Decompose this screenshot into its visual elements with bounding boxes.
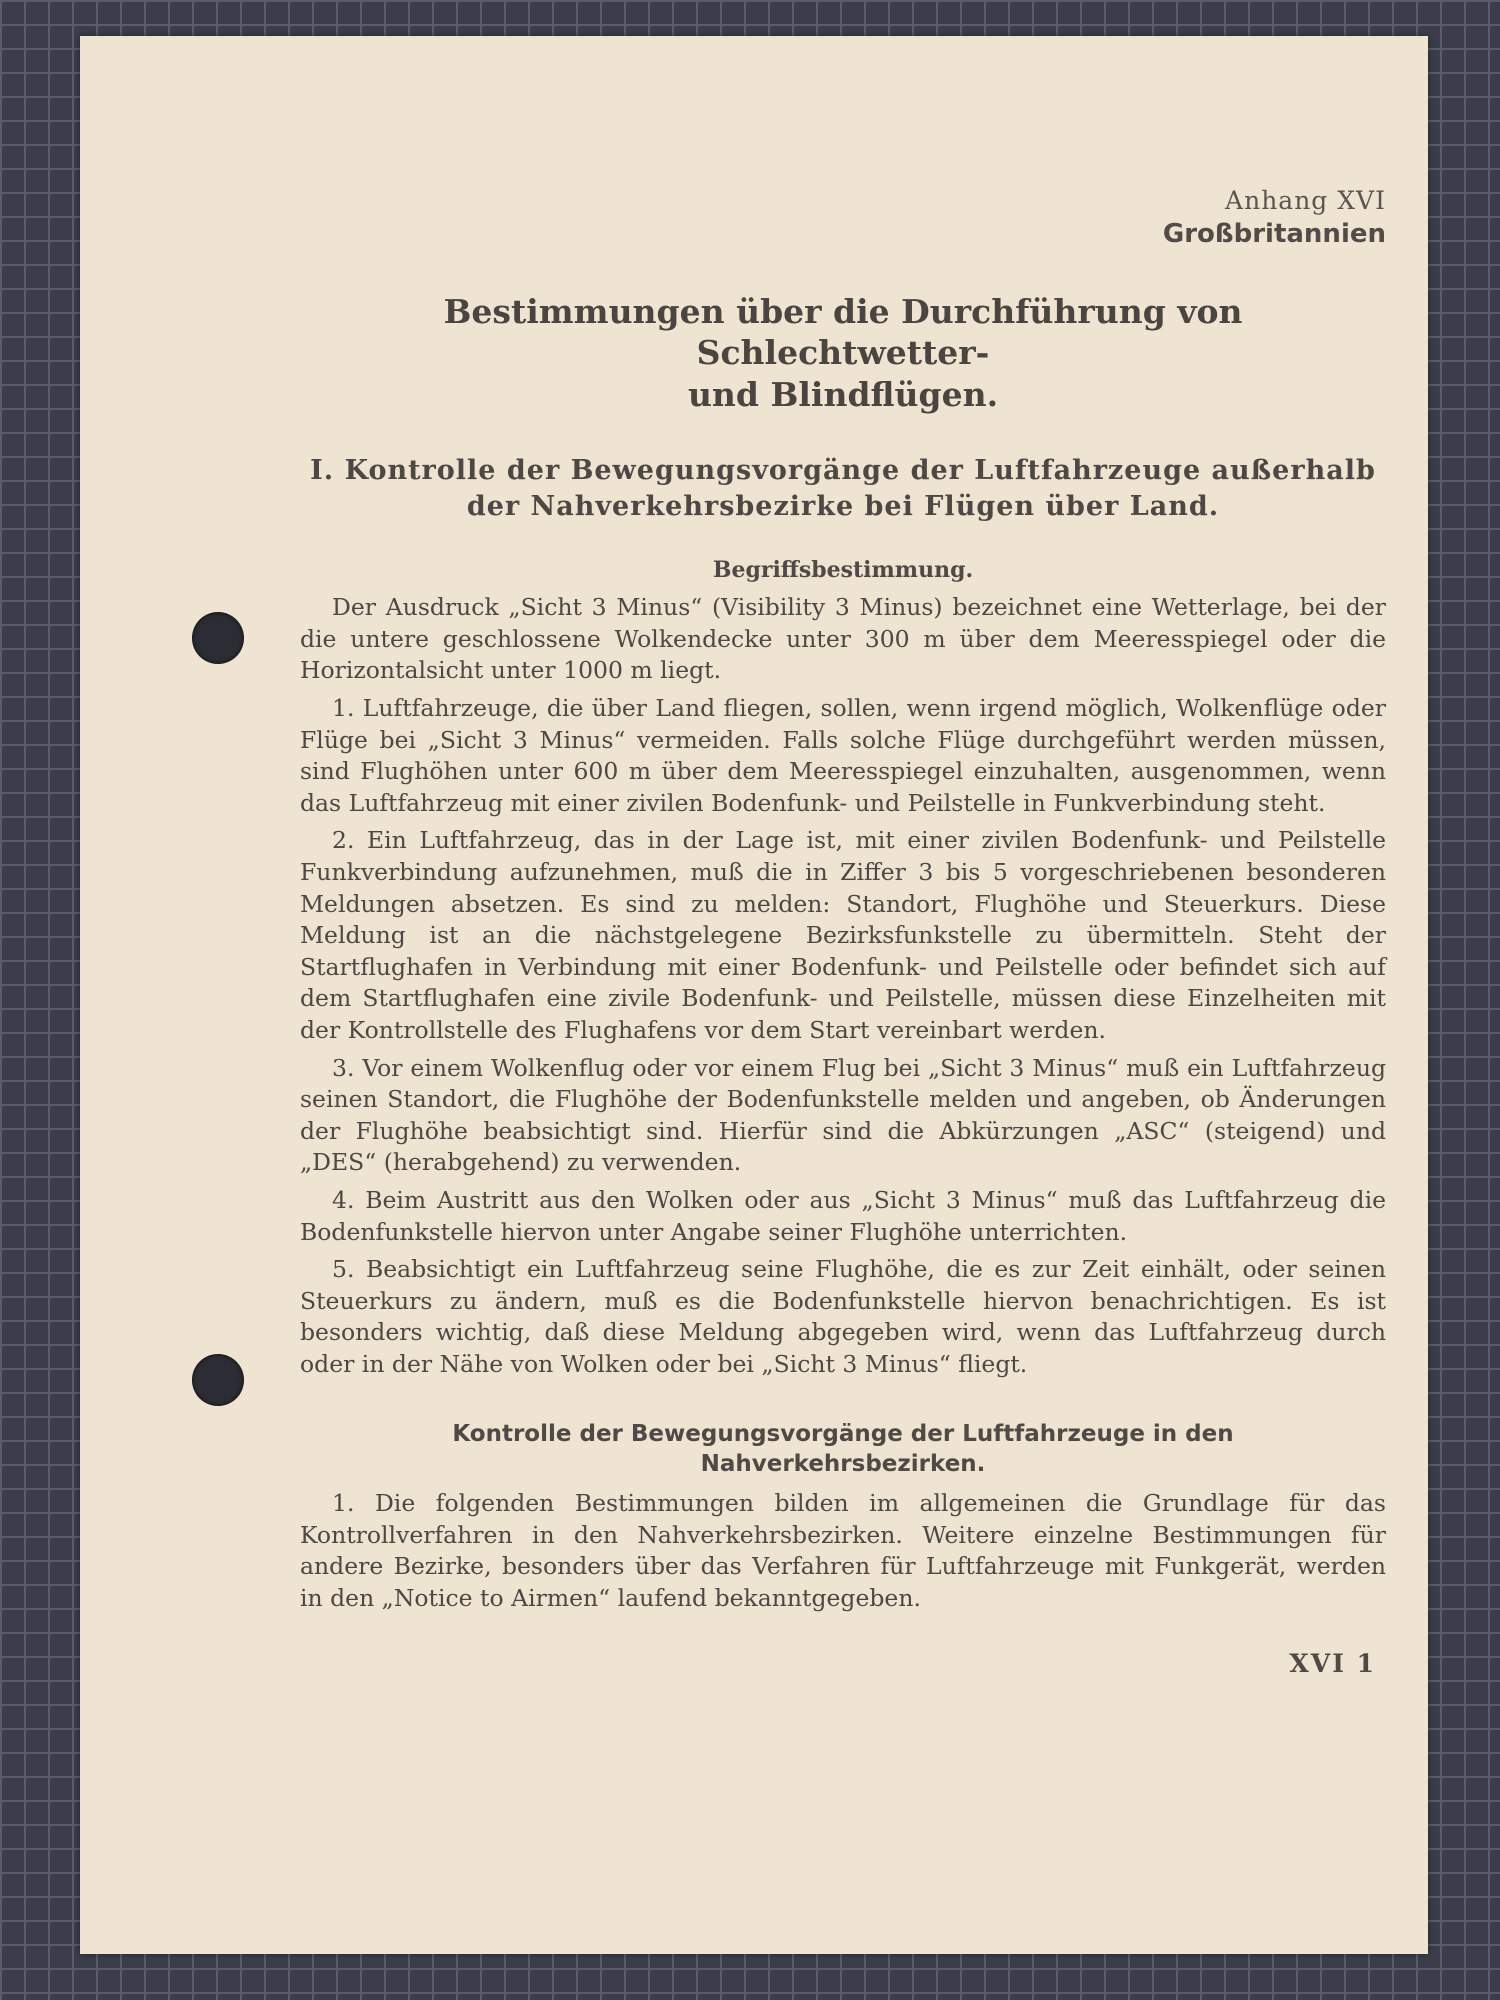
section-2-title-line-1: Kontrolle der Bewegungsvorgänge der Luftfahrzeuge in den [452,1421,1234,1448]
section-1-title [300,453,1386,526]
paragraph-5: 5. Beabsichtigt ein Luftfahrzeug seine Flughöhe, die es zur Zeit einhält, oder seinen Steuerkurs zu ändern, muß es die Bodenfunkstelle hiervon benachrichtigen. Es ist besonders wichtig, daß diese Meldung abgegeben wird, wenn das Luftfahrzeug durch oder in der Nähe von Wolken oder bei „Sicht 3 Minus“ fliegt. [300,1255,1386,1378]
main-title-line-2: und Blindflügen. [687,374,999,414]
section-1-title-line-1: I. Kontrolle der Bewegungsvorgänge der Luftfahrzeuge außerhalb [310,454,1376,486]
paragraph-3: 3. Vor einem Wolkenflug oder vor einem Flug bei „Sicht 3 Minus“ muß ein Luftfahrzeug seinen Standort, die Flughöhe der Bodenfunkstelle melden und angeben, ob Änderungen der Flughöhe beabsichtigt sind. Hierfür sind die Abkürzungen „ASC“ (steigend) und „DES“ (herabgehend) zu verwenden. [300,1053,1386,1177]
page-content [300,186,1386,1678]
main-title [300,291,1386,415]
punch-hole [192,612,244,664]
section-1-title-line-2: der Nahverkehrsbezirke bei Flügen über Land. [466,491,1220,523]
definition-heading: Begriffsbestimmung. [712,556,974,583]
paragraph-4: 4. Beim Austritt aus den Wolken oder aus „Sicht 3 Minus“ muß das Luftfahrzeug die Bodenfunkstelle hiervon unter Angabe seiner Flughöhe unterrichten. [300,1185,1386,1246]
section-2-paragraph-1: 1. Die folgenden Bestimmungen bilden im allgemeinen die Grundlage für das Kontrollverfahren in den Nahverkehrsbezirken. Weitere einzelne Bestimmungen für andere Bezirke, besonders über das Verfahren für Luftfahrzeuge mit Funkgerät, werden in den „Notice to Airmen“ laufend bekanntgegeben. [300,1489,1386,1613]
punch-hole [192,1354,244,1406]
section-2-title-line-2: Nahverkehrsbezirken. [700,1451,986,1478]
page-number: XVI 1 [1289,1648,1376,1678]
definition-paragraph: Der Ausdruck „Sicht 3 Minus“ (Visibility 3 Minus) bezeichnet eine Wetterlage, bei der die untere geschlossene Wolkendecke unter 300 m über dem Meeresspiegel oder die Horizontalsicht unter 1000 m liegt. [300,593,1386,685]
document-page [80,36,1428,1954]
paragraph-2: 2. Ein Luftfahrzeug, das in der Lage ist, mit einer zivilen Bodenfunk- und Peilstelle Funkverbindung aufzunehmen, muß die in Ziffer 3 bis 5 vorgeschriebenen besonderen Meldungen absetzen. Es sind zu melden: Standort, Flughöhe und Steuerkurs. Diese Meldung ist an die nächstgelegene Bezirksfunkstelle zu übermitteln. Steht der Startflughafen in Verbindung mit einer Bodenfunk- und Peilstelle oder befindet sich auf dem Startflughafen eine zivile Bodenfunk- und Peilstelle, müssen diese Einzelheiten mit der Kontrollstelle des Flughafens vor dem Start vereinbart werden. [300,826,1386,1044]
appendix-label: Anhang XVI [1225,186,1386,215]
section-2-title [300,1420,1386,1480]
paragraph-1: 1. Luftfahrzeuge, die über Land fliegen, sollen, wenn irgend möglich, Wolkenflüge oder Flüge bei „Sicht 3 Minus“ vermeiden. Falls solche Flüge durchgeführt werden müssen, sind Flughöhen unter 600 m über dem Meeresspiegel einzuhalten, ausgenommen, wenn das Luftfahrzeug mit einer zivilen Bodenfunk- und Peilstelle in Funkverbindung steht. [300,694,1386,817]
country-label: Großbritannien [1162,219,1386,249]
page-header [300,186,1386,249]
main-title-line-1: Bestimmungen über die Durchführung von Schlechtwetter- [443,292,1243,373]
